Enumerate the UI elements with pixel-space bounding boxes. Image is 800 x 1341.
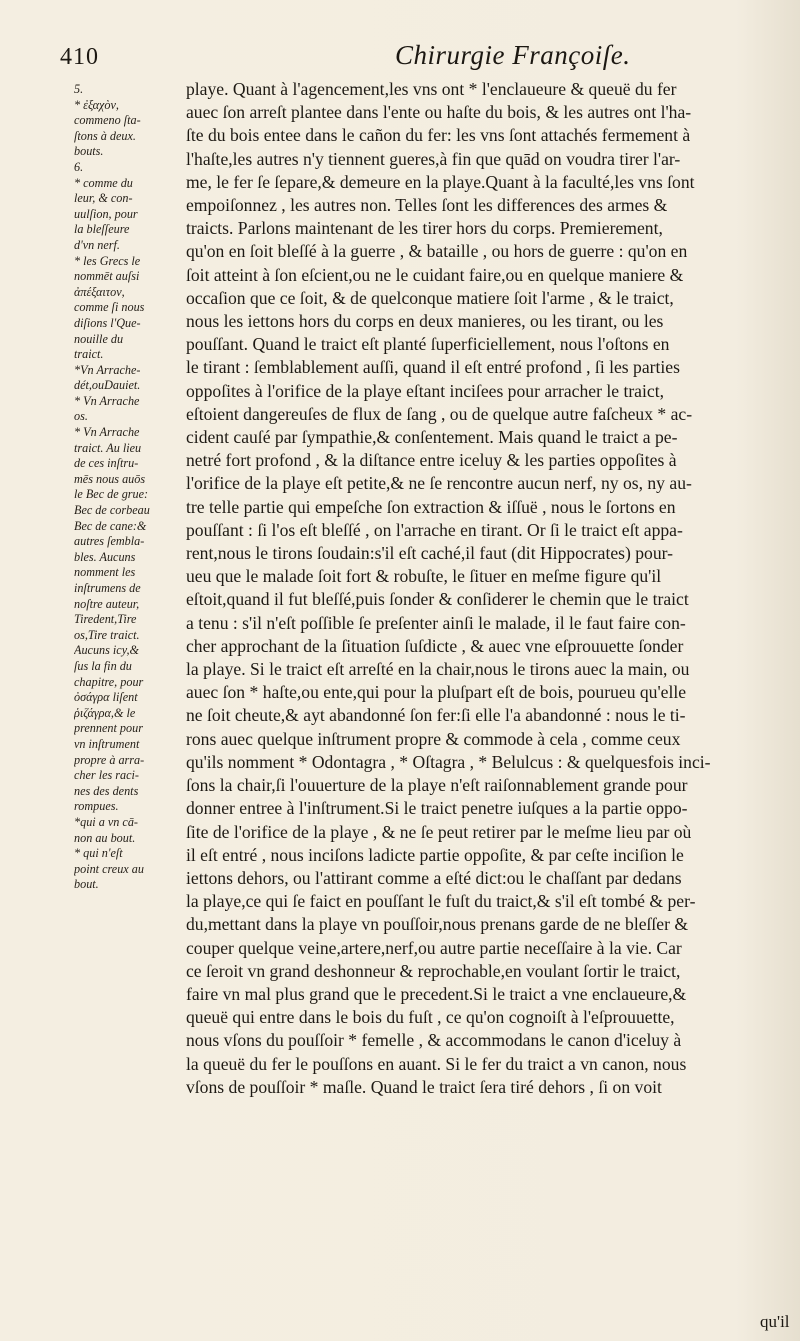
text-line: du,mettant dans la playe vn pouſſoir,nous prenans garde de ne bleſſer &	[186, 914, 689, 935]
margin-note-line: cher les raci-	[74, 768, 139, 783]
margin-note-line: autres ſembla-	[74, 534, 145, 549]
text-line: la playe,ce qui ſe faict en pouſſant le fuſt du traict,& s'il eſt tombé & per-	[186, 891, 696, 912]
text-line: queuë qui entre dans le bois du fuſt , ce qu'on cognoiſt à l'eſprouuette,	[186, 1007, 675, 1028]
margin-note-line: bouts.	[74, 144, 104, 159]
margin-note-line: uulſion, pour	[74, 206, 138, 221]
text-line: ueu que le malade ſoit fort & robuſte, le ſituer en meſme figure qu'il	[186, 566, 662, 587]
margin-note-line: prennent pour	[74, 721, 143, 736]
margin-note-line: Aucuns icy,&	[74, 643, 139, 658]
margin-note-line: nommēt auſsi	[74, 269, 140, 284]
margin-notes	[74, 82, 186, 893]
text-line: ſons la chair,ſi l'ouuerture de la playe n'eſt raiſonnablement grande pour	[186, 775, 688, 796]
margin-note-line: diſions l'Que-	[74, 315, 141, 330]
margin-note-line: propre à arra-	[74, 752, 145, 767]
text-line: auec ſon * haſte,ou ente,qui pour la pluſpart eſt de bois, pourueu qu'elle	[186, 682, 687, 703]
text-line: oppoſites à l'orifice de la playe eſtant inciſees pour arracher le traict,	[186, 380, 664, 401]
text-line: rent,nous le tirons ſoudain:s'il eſt caché,il faut (dit Hippocrates) pour-	[186, 543, 673, 564]
text-line: cident cauſé par ſympathie,& conſentement. Mais quand le traict a pe-	[186, 427, 678, 448]
text-line: pouſſant. Quand le traict eſt planté ſuperficiellement, nous l'oſtons en	[186, 334, 670, 355]
margin-note-line: ἀπέξαιτον,	[74, 284, 125, 299]
margin-note-line: nouille du	[74, 331, 124, 346]
margin-note-line: comme ſi nous	[74, 300, 145, 315]
text-line: le tirant : ſemblablement auſſi, quand il eſt entré profond , ſi les parties	[186, 357, 680, 378]
margin-note-line: commeno ſta-	[74, 113, 141, 128]
margin-note-line: os,Tire traict.	[74, 627, 140, 642]
text-line: auec ſon arreſt plantee dans l'ente ou haſte du bois, & les autres ont l'ha-	[186, 102, 692, 123]
text-line: pouſſant : ſi l'os eſt bleſſé , on l'arrache en tirant. Or ſi le traict eſt appa-	[186, 519, 683, 540]
page-header	[60, 38, 780, 74]
body-text	[186, 78, 794, 1099]
margin-note-line: traict. Au lieu	[74, 440, 142, 455]
margin-note-line: ὀσάγρα liſent	[74, 690, 138, 705]
text-line: ſoit atteint à ſon eſcient,ou ne le cuidant faire,ou en quelque maniere &	[186, 264, 684, 285]
margin-note-line: 5.	[74, 82, 84, 96]
text-line: tre telle partie qui empeſche ſon extraction & iſſuë , nous le ſortons en	[186, 496, 676, 517]
margin-note-line: Bec de corbeau	[74, 503, 150, 518]
text-line: la queuë du fer le pouſſons en auant. Si le fer du traict a vn canon, nous	[186, 1053, 687, 1074]
text-line: eſtoit,quand il fut bleſſé,puis ſonder & conſiderer le chemin que le traict	[186, 589, 689, 610]
margin-note-line: leur, & con-	[74, 191, 133, 206]
text-line: netré fort profond , & la diſtance entre iceluy & les parties oppoſites à	[186, 450, 677, 471]
margin-note-line: bout.	[74, 877, 99, 892]
margin-note-line: non au bout.	[74, 830, 136, 845]
text-line: traicts. Parlons maintenant de les tirer hors du corps. Premierement,	[186, 218, 663, 239]
margin-note-line: bles. Aucuns	[74, 549, 136, 564]
margin-note-line: *qui a vn cā-	[74, 814, 138, 829]
text-line: nous vſons du pouſſoir * femelle , & accommodans le canon d'iceluy à	[186, 1030, 682, 1051]
margin-note-line: * les Grecs le	[74, 253, 141, 268]
running-title: Chirurgie Françoiſe.	[395, 40, 631, 70]
margin-note-line: * ἐξαχὸν,	[74, 97, 119, 112]
margin-note-line: noſtre auteur,	[74, 596, 140, 611]
text-line: empoiſonnez , les autres non. Telles ſont les differences des armes &	[186, 195, 668, 216]
margin-note-line: dét,ouDauiet.	[74, 378, 141, 393]
text-line: faire vn mal plus grand que le precedent.Si le traict a vne enclaueure,&	[186, 983, 687, 1004]
text-line: il eſt entré , nous inciſons ladicte partie oppoſite, & par ceſte inciſion le	[186, 844, 684, 865]
text-line: donner entree à l'inſtrument.Si le traict penetre iuſques a la partie oppo-	[186, 798, 688, 819]
margin-note-line: d'vn nerf.	[74, 237, 120, 252]
margin-note-line: mēs nous auōs	[74, 471, 146, 486]
margin-note-line: nomment les	[74, 565, 136, 580]
catchword: qu'il	[760, 1312, 790, 1331]
text-line: vſons de pouſſoir * maſle. Quand le traict ſera tiré dehors , ſi on voit	[186, 1076, 662, 1097]
margin-note-line: inſtrumens de	[74, 581, 141, 595]
text-line: couper quelque veine,artere,nerf,ou autre partie neceſſaire à la vie. Car	[186, 937, 682, 958]
text-line: ſite de l'orifice de la playe , & ne ſe peut retirer par le meſme lieu par où	[186, 821, 692, 842]
text-line: occaſion que ce ſoit, & de quelconque matiere ſoit l'arme , & le traict,	[186, 287, 674, 308]
margin-note-line: vn inſtrument	[74, 736, 140, 751]
margin-note-line: Tiredent,Tire	[74, 612, 137, 627]
margin-note-line: * comme du	[74, 175, 133, 190]
text-line: l'orifice de la playe eſt petite,& ne ſe rencontre aucun nerf, ny os, ny au-	[186, 473, 692, 494]
text-line: eſtoient dangereuſes de flux de ſang , ou de quelque autre faſcheux * ac-	[186, 403, 693, 424]
text-line: qu'on en ſoit bleſſé à la guerre , & bataille , ou hors de guerre : qu'on en	[186, 241, 688, 262]
text-line: ne ſoit cheute,& ayt abandonné ſon fer:ſi elle l'a abandonné : nous le ti-	[186, 705, 686, 726]
margin-note-line: ſus la fin du	[74, 658, 132, 673]
text-line: cher approchant de la ſituation ſuſdicte , & auec vne eſprouuette ſonder	[186, 635, 684, 656]
margin-note-line: Bec de cane:&	[74, 518, 147, 533]
margin-note-line: ῥιζάγρα,& le	[74, 705, 136, 720]
margin-note-line: *Vn Arrache-	[74, 362, 141, 377]
margin-note-line: point creux au	[74, 861, 144, 876]
margin-note-line: le Bec de grue:	[74, 487, 149, 502]
text-line: rons auec quelque inſtrument propre & commode à cela , comme ceux	[186, 728, 681, 749]
margin-note-line: chapitre, pour	[74, 674, 144, 689]
margin-note-line: os.	[74, 409, 88, 424]
margin-note-line: 6.	[74, 159, 84, 174]
margin-note-line: traict.	[74, 347, 104, 362]
margin-note-line: de ces inſtru-	[74, 456, 139, 471]
page-number: 410	[60, 44, 99, 70]
margin-note-line: * Vn Arrache	[74, 393, 140, 408]
text-line: l'haſte,les autres n'y tiennent gueres,à fin que quād on voudra tirer l'ar-	[186, 148, 681, 169]
text-line: la playe. Si le traict eſt arreſté en la chair,nous le tirons auec la main, ou	[186, 659, 690, 680]
text-line: iettons dehors, ou l'attirant comme a eſté dict:ou le chaſſant par dedans	[186, 867, 682, 888]
text-line: qu'ils nomment * Odontagra , * Oſtagra , * Belulcus : & quelquesfois inci-	[186, 751, 711, 772]
margin-note-line: * qui n'eſt	[74, 846, 123, 861]
text-line: ſte du bois entee dans le cañon du fer: les vns ſont attachés fermement à	[186, 125, 691, 146]
margin-note-line: nes des dents	[74, 783, 139, 798]
text-line: playe. Quant à l'agencement,les vns ont * l'enclaueure & queuë du fer	[186, 79, 677, 99]
margin-note-line: la bleſſeure	[74, 222, 130, 237]
text-line: me, le fer ſe ſepare,& demeure en la playe.Quant à la faculté,les vns ſont	[186, 171, 695, 192]
margin-note-line: ſtons à deux.	[74, 128, 136, 143]
margin-note-line: * Vn Arrache	[74, 425, 140, 440]
margin-note-line: rompues.	[74, 799, 119, 814]
text-line: ce ſeroit vn grand deshonneur & reprochable,en voulant ſortir le traict,	[186, 960, 681, 981]
text-line: a tenu : s'il n'eſt poſſible ſe preſenter ainſi le malade, il le faut faire con-	[186, 612, 686, 633]
text-line: nous les iettons hors du corps en deux manieres, ou les tirant, ou les	[186, 311, 664, 332]
